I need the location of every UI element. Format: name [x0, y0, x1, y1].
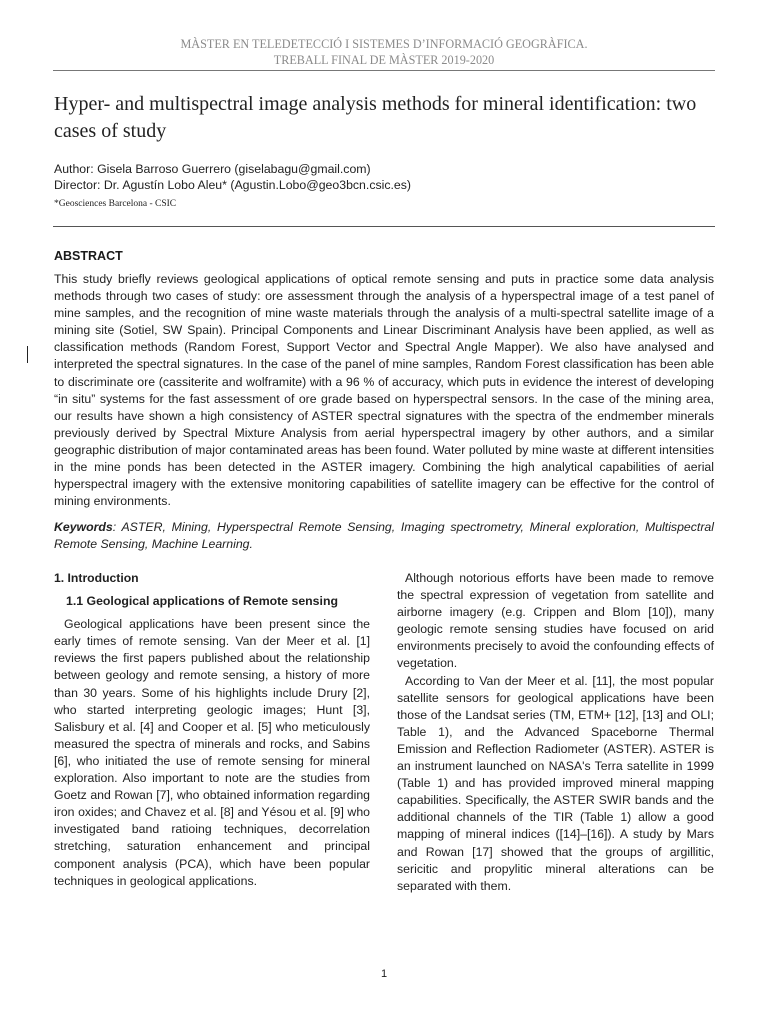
affiliation: *Geosciences Barcelona - CSIC: [54, 199, 177, 209]
text-cursor: [27, 346, 28, 363]
header-line-1: MÀSTER EN TELEDETECCIÓ I SISTEMES D’INFORMACIÓ GEOGRÀFICA.: [180, 37, 588, 51]
director-line: Director: Dr. Agustín Lobo Aleu* (Agustin.Lobo@geo3bcn.csic.es): [54, 178, 411, 192]
running-header: [0, 36, 768, 68]
keywords-text: : ASTER, Mining, Hyperspectral Remote Sensing, Imaging spectrometry, Mineral exploration, Multispectral Remote Sensing, Machine Learning.: [54, 520, 714, 551]
page-number: 1: [380, 968, 388, 980]
right-column: [397, 570, 714, 895]
paper-title: Hyper- and multispectral image analysis methods for mineral identification: two cases of study: [54, 93, 697, 142]
subsection-heading: 1.1 Geological applications of Remote sensing: [66, 594, 338, 609]
section-heading: 1. Introduction: [54, 571, 139, 585]
section-divider: [53, 226, 715, 227]
abstract-heading: ABSTRACT: [54, 249, 123, 263]
right-paragraph-2: According to Van der Meer et al. [11], the most popular satellite sensors for geological applications have been those of the Landsat series (TM, ETM+ [12], [13] and OLI; Table 1), and the Advanced Spaceborne Thermal Emission and Reflection Radiometer (ASTER). ASTER is an instrument launched on NASA's Terra satellite in 1999 (Table 1) and has provided improved mineral mapping capabilities. Specifically, the ASTER SWIR bands and the additional channels of the TIR (Table 1) allow a good mapping of mineral indices ([14]–[16]). A study by Mars and Rowan [17] showed that the groups of argillitic, sericitic and propylitic mineral alterations can be separated with them.: [397, 673, 714, 893]
header-divider: [53, 70, 715, 71]
header-line-2: TREBALL FINAL DE MÀSTER 2019-2020: [273, 53, 495, 67]
keywords: [54, 519, 714, 552]
abstract-body: This study briefly reviews geological applications of optical remote sensing and puts in practice some data analysis methods through two cases of study: ore assessment through the analysis of a hyperspectral image of a test panel of mine samples, and the recognition of mine waste materials through the analysis of a multi-spectral satellite image of a mining site (Sotiel, SW Spain). Principal Components and Linear Discriminant Analysis have been applied, as well as classification methods (Random Forest, Support Vector and Spectral Angle Mapper). We also have analysed and interpreted the spectral signatures. In the case of the panel of mine samples, Random Forest classification has been able to discriminate ore (cassiterite and wolframite) with a 96 % of accuracy, which puts in evidence the interest of developing “in situ” systems for the fast assessment of ore grade based on hyperspectral sensors. In the case of the mining area, our results have shown a high consistency of ASTER spectral signatures with the spectra of the endmember minerals previously derived by Spectral Mixture Analysis from aerial hyperspectral imagery by other authors, and a similar geographic distribution of major contaminated areas has been found. Water polluted by mine waste at different intensities in the mine ponds has been detected in the ASTER imagery. Combining the high analytical capabilities of aerial hyperspectral imagery with the extensive monitoring capabilities of satellite imagery can be effective for the control of mining environments.: [54, 272, 714, 509]
intro-paragraph: Geological applications have been present since the early times of remote sensing. Van der Meer et al. [1] reviews the first papers published about the relationship between geology and remote sensing, a history of more than 30 years. Some of his highlights include Drury [2], who started interpreting geologic images; Hunt [3], Salisbury et al. [4] and Cooper et al. [5] who meticulously measured the spectra of minerals and rocks, and Sabins [6], who initiated the use of remote sensing for mineral exploration. Also important to note are the studies from Goetz and Rowan [7], who obtained information regarding iron oxides; and Chavez et al. [8] and Yésou et al. [9] who investigated band ratioing techniques, decorrelation stretching, saturation enhancement and principal component analysis (PCA), which have been popular techniques in geological applications.: [54, 617, 370, 888]
right-paragraph-1: Although notorious efforts have been made to remove the spectral expression of vegetation from satellite and airborne imagery (e.g. Crippen and Blom [10]), many geologic remote sensing studies have focused on arid environments precisely to avoid the confounding effects of vegetation.: [397, 571, 714, 671]
keywords-label: Keywords: [54, 520, 113, 534]
author-line: Author: Gisela Barroso Guerrero (giselabagu@gmail.com): [54, 162, 371, 176]
left-column: [54, 570, 370, 890]
